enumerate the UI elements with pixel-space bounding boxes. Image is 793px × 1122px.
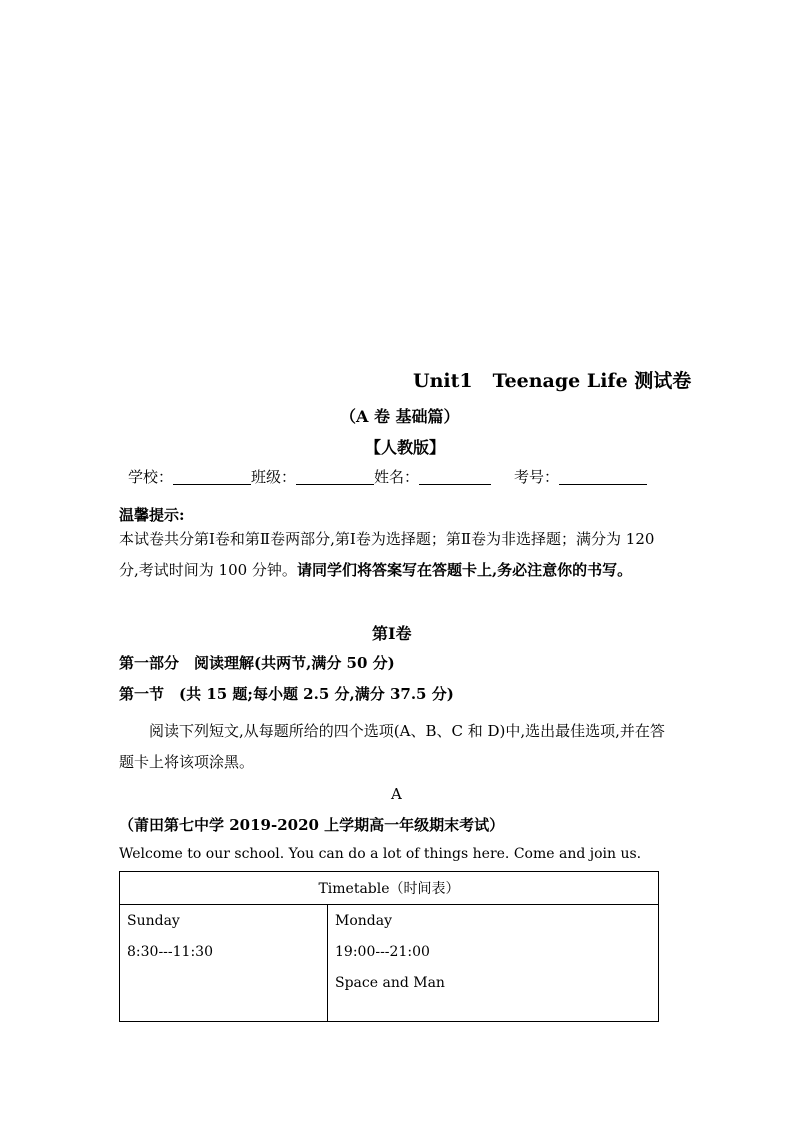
part-heading: 第一部分 阅读理解(共两节,满分 50 分) xyxy=(119,654,395,672)
passage-intro: Welcome to our school. You can do a lot of things here. Come and join us. xyxy=(119,846,642,862)
timetable-cell-sunday xyxy=(120,905,328,1022)
tips-paragraph xyxy=(119,524,675,586)
subtitle: （A 卷 基础篇） xyxy=(340,407,460,426)
name-label: 姓名： xyxy=(374,468,420,486)
sunday-time: 8:30---11:30 xyxy=(127,944,213,960)
monday-day: Monday xyxy=(335,913,392,929)
sunday-day: Sunday xyxy=(127,913,180,929)
name-field[interactable] xyxy=(419,468,491,485)
timetable-cell-monday xyxy=(328,905,659,1022)
instruction-paragraph: 阅读下列短文,从每题所给的四个选项(A、B、C 和 D)中,选出最佳选项,并在答题卡上将该项涂黑。 xyxy=(119,722,665,771)
timetable-title: Timetable（时间表） xyxy=(120,872,659,905)
school-field[interactable] xyxy=(173,468,251,485)
exam-no-field[interactable] xyxy=(559,468,647,485)
title-unit: Unit1 xyxy=(413,370,473,392)
school-label: 学校： xyxy=(128,468,174,486)
class-field[interactable] xyxy=(296,468,374,485)
exam-no-label: 考号： xyxy=(514,468,560,486)
tips-bold-text: 请同学们将答案写在答题卡上,务必注意你的书写。 xyxy=(296,561,633,579)
timetable xyxy=(119,871,659,1022)
section-heading: 第一节 (共 15 题;每小题 2.5 分,满分 37.5 分) xyxy=(119,685,454,703)
edition-label: 【人教版】 xyxy=(365,438,446,457)
tips-text: 本试卷共分第Ⅰ卷和第Ⅱ卷两部分,第Ⅰ卷为选择题；第Ⅱ卷为非选择题；满分为 120 分,考试时间为 100 分钟。 xyxy=(119,530,655,579)
monday-time: 19:00---21:00 xyxy=(335,944,430,960)
class-label: 班级： xyxy=(251,468,297,486)
monday-event: Space and Man xyxy=(335,975,445,991)
page-title xyxy=(413,366,691,393)
tips-heading: 温馨提示: xyxy=(119,506,185,524)
volume-heading: 第Ⅰ卷 xyxy=(372,624,412,643)
passage-letter: A xyxy=(391,785,402,803)
student-info-row xyxy=(128,466,647,487)
passage-source: （莆田第七中学 2019-2020 上学期高一年级期末考试） xyxy=(119,816,505,834)
title-rest: Teenage Life 测试卷 xyxy=(492,370,692,392)
